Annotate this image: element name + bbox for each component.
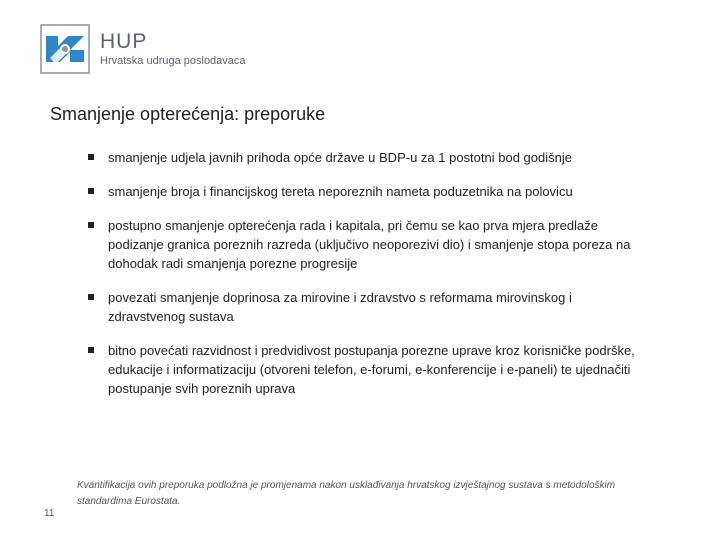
logo-name: HUP <box>100 30 148 53</box>
logo-text <box>100 31 246 67</box>
list-item: postupno smanjenje opterećenja rada i kapitala, pri čemu se kao prva mjera predlaže podizanje granica poreznih razreda (uključivo neoporezivi dio) i smanjenje stopa poreza na dohodak radi smanjenja porezne progresije <box>88 216 648 273</box>
page-number: 11 <box>44 508 55 519</box>
hup-logo-icon <box>40 24 90 74</box>
recommendation-list <box>88 148 648 413</box>
list-item: bitno povećati razvidnost i predvidivost postupanja porezne uprave kroz korisničke podrške, edukacije i informatizaciju (otvoreni telefon, e-forumi, e-konferencije i e-paneli) te ujednačiti postupanje svih poreznih uprava <box>88 341 648 398</box>
slide-title: Smanjenje opterećenja: preporuke <box>50 104 326 124</box>
header-logo <box>40 24 246 74</box>
footnote: Kvantifikacija ovih preporuka podložna je promjenama nakon usklađivanja hrvatskog izvještajnog sustava s metodološkim standardima Eurostata. <box>77 480 616 507</box>
logo-subtitle: Hrvatska udruga poslodavaca <box>100 55 246 67</box>
list-item: smanjenje udjela javnih prihoda opće države u BDP-u za 1 postotni bod godišnje <box>88 148 648 167</box>
list-item: povezati smanjenje doprinosa za mirovine i zdravstvo s reformama mirovinskog i zdravstvenog sustava <box>88 288 648 326</box>
list-item: smanjenje broja i financijskog tereta neporeznih nameta poduzetnika na polovicu <box>88 182 648 201</box>
